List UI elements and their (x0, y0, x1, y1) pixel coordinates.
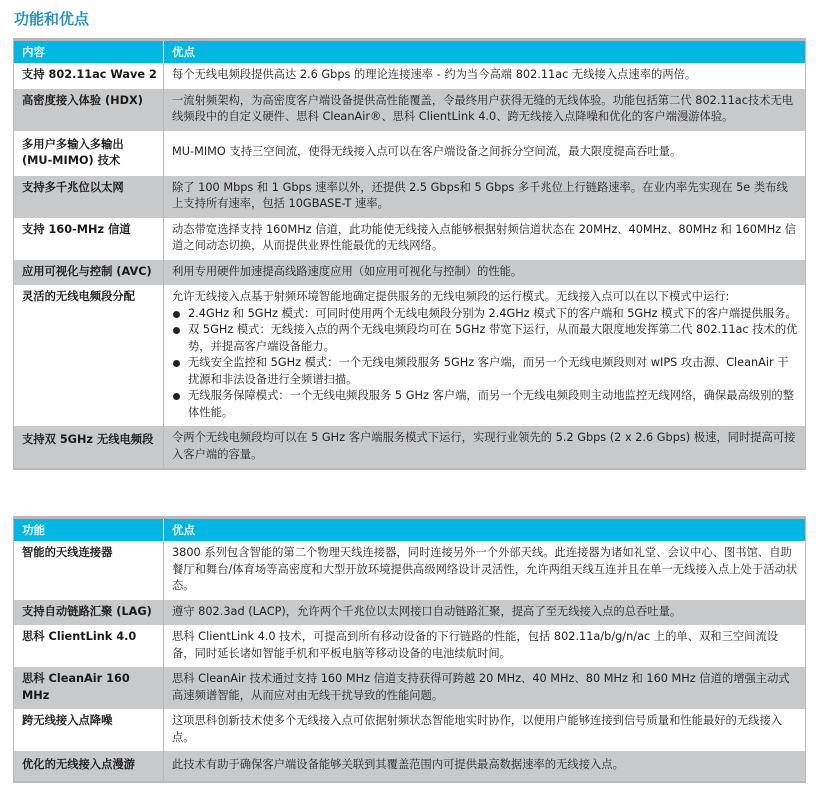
table-row (14, 541, 806, 600)
mode-text: 无线安全监控和 5GHz 模式：一个无线电频段服务 5GHz 客户端，而另一个无线电频段则对 wIPS 攻击源、CleanAir 干扰源和非法设备进行全频谱扫描。 (188, 356, 789, 386)
table-row (14, 260, 806, 286)
feature-benefit: 利用专用硬件加速提高线路速度应用（如应用可视化与控制）的性能。 (164, 260, 806, 286)
table-row (14, 131, 806, 176)
feature-name: 思科 ClientLink 4.0 (14, 625, 164, 667)
feature-name: 支持 802.11ac Wave 2 (14, 63, 164, 89)
feature-name: 支持双 5GHz 无线电频段 (14, 426, 164, 469)
table-row (14, 709, 806, 751)
feature-benefit: 每个无线电频段提供高达 2.6 Gbps 的理论连接速率 - 约为当今高端 802.11ac 无线接入点速率的两倍。 (164, 63, 806, 89)
mode-list-item (172, 322, 799, 355)
feature-benefit: 除了 100 Mbps 和 1 Gbps 速率以外，还提供 2.5 Gbps和 5 Gbps 多千兆位上行链路速率。在业内率先实现在 5e 类布线上支持所有速率，包括 10GBASE-T 速率。 (164, 176, 806, 218)
feature-name: 跨无线接入点降噪 (14, 709, 164, 751)
feature-benefit: 动态带宽选择支持 160MHz 信道，此功能使无线接入点能够根据射频信道状态在 20MHz、40MHz、80MHz 和 160MHz 信道之间动态切换，从而提供业界性能最优的无线网络。 (164, 218, 806, 260)
bullet-icon (173, 360, 180, 367)
feature-benefit: 一流射频架构，为高密度客户端设备提供高性能覆盖，令最终用户获得无缝的无线体验。功能包括第二代 802.11ac技术无电线频段中的自定义硬件、思科 CleanAir®、思科 ClientLink 4.0、跨无线接入点降噪和优化的客户端漫游体验。 (164, 89, 806, 131)
table-row (14, 667, 806, 709)
feature-benefit: 令两个无线电频段均可以在 5 GHz 客户端服务模式下运行，实现行业领先的 5.2 Gbps (2 x 2.6 Gbps) 极速，同时提高可接入客户端的容量。 (164, 426, 806, 469)
feature-name: 高密度接入体验 (HDX) (14, 89, 164, 131)
column-header-benefit: 优点 (164, 518, 806, 542)
feature-benefit: 思科 CleanAir 技术通过支持 160 MHz 信道支持获得可跨越 20 MHz、40 MHz、80 MHz 和 160 MHz 信道的增强主动式高速频谱智能，从而应对由无线干扰导致的性能问题。 (164, 667, 806, 709)
feature-benefit: 此技术有助于确保客户端设备能够关联到其覆盖范围内可提供最高数据速率的无线接入点。 (164, 751, 806, 782)
table-row (14, 218, 806, 260)
feature-name: 多用户多输入多输出 (MU-MIMO) 技术 (14, 131, 164, 176)
column-header-content: 内容 (14, 40, 164, 64)
table-header-row (14, 518, 806, 542)
table-row (14, 751, 806, 782)
column-header-benefit: 优点 (164, 40, 806, 64)
bullet-icon (173, 311, 180, 318)
mode-text: 2.4GHz 和 5GHz 模式：可同时使用两个无线电频段分别为 2.4GHz 模式下的客户端和 5GHz 模式下的客户端提供服务。 (188, 306, 797, 320)
table-row (14, 426, 806, 469)
feature-name: 支持 160-MHz 信道 (14, 218, 164, 260)
mode-list-item (172, 355, 799, 388)
feature-name: 思科 CleanAir 160 MHz (14, 667, 164, 709)
feature-name: 智能的天线连接器 (14, 541, 164, 600)
features-table-1 (13, 38, 806, 470)
mode-list-item (172, 306, 799, 323)
feature-name: 支持多千兆位以太网 (14, 176, 164, 218)
feature-benefit: 思科 ClientLink 4.0 技术，可提高到所有移动设备的下行链路的性能，包括 802.11a/b/g/n/ac 上的单、双和三空间流设备，同时延长诸如智能手机和平板电脑等移动设备的电池续航时间。 (164, 625, 806, 667)
feature-benefit-intro: 允许无线接入点基于射频环境智能地确定提供服务的无线电频段的运行模式。无线接入点可以在以下模式中运行: (172, 290, 730, 303)
table-row (14, 285, 806, 426)
table-header-row (14, 40, 806, 64)
feature-benefit (164, 285, 806, 426)
feature-name: 支持自动链路汇聚 (LAG) (14, 600, 164, 626)
table-row (14, 63, 806, 89)
feature-name: 灵活的无线电频段分配 (14, 285, 164, 426)
table-row (14, 176, 806, 218)
column-header-feature: 功能 (14, 518, 164, 542)
feature-benefit: 遵守 802.3ad (LACP)，允许两个千兆位以太网接口自动链路汇聚，提高了至无线接入点的总吞吐量。 (164, 600, 806, 626)
page-title: 功能和优点 (14, 10, 90, 28)
table-row (14, 625, 806, 667)
mode-text: 双 5GHz 模式：无线接入点的两个无线电频段均可在 5GHz 带宽下运行，从而最大限度地发挥第二代 802.11ac 技术的优势，并提高客户端设备能力。 (188, 323, 798, 353)
mode-text: 无线服务保障模式：一个无线电频段服务 5 GHz 客户端，而另一个无线电频段则主动地监控无线网络，确保最高级别的整体性能。 (188, 389, 794, 419)
features-table-2 (13, 516, 806, 783)
feature-name: 优化的无线接入点漫游 (14, 751, 164, 782)
feature-name: 应用可视化与控制 (AVC) (14, 260, 164, 286)
mode-list-item (172, 388, 799, 421)
bullet-icon (173, 393, 180, 400)
mode-list (172, 306, 799, 422)
table-row (14, 89, 806, 131)
feature-benefit: 这项思科创新技术使多个无线接入点可依据射频状态智能地实时协作，以便用户能够连接到信号质量和性能最好的无线接入点。 (164, 709, 806, 751)
bullet-icon (173, 327, 180, 334)
table-row (14, 600, 806, 626)
feature-benefit: 3800 系列包含智能的第二个物理天线连接器，同时连接另外一个外部天线。此连接器为诸如礼堂、会议中心、图书馆、自助餐厅和舞台/体育场等高密度和大型开放环境提供高级网络设计灵活性，允许两组天线互连并且在单一无线接入点上处于活动状态。 (164, 541, 806, 600)
feature-benefit: MU-MIMO 支持三空间流，使得无线接入点可以在客户端设备之间拆分空间流，最大限度提高吞吐量。 (164, 131, 806, 176)
